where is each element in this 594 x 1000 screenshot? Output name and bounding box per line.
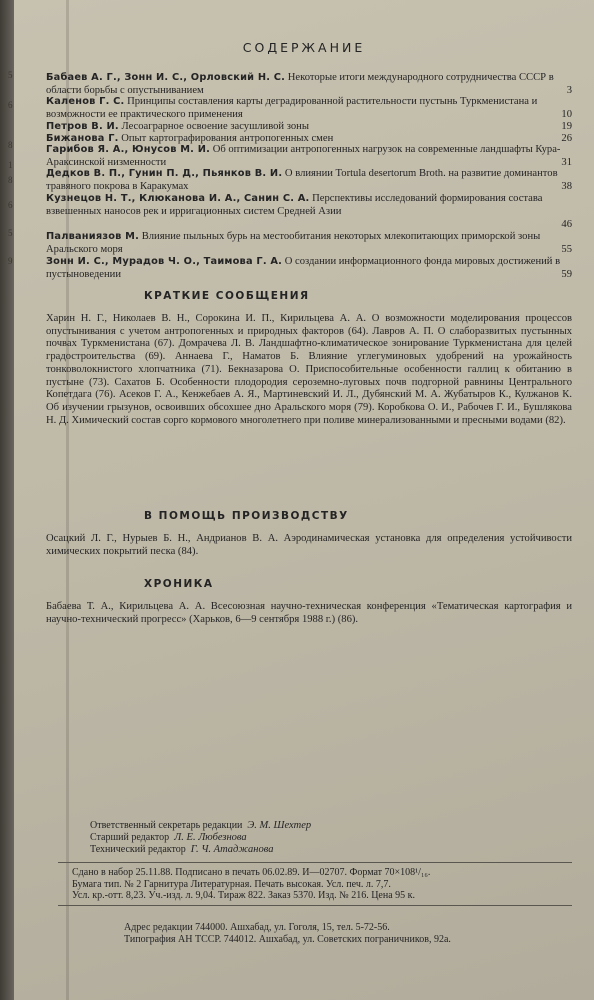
margin-mark: 8 (8, 140, 13, 150)
margin-mark: 6 (8, 100, 13, 110)
address-block (124, 922, 451, 945)
print-details (72, 867, 430, 902)
address-line: Типография АН ТССР. 744012. Ашхабад, ул. Советских пограничников, 92а. (124, 933, 451, 945)
toc-title: О создании информационного фонда мировых достижений в пустыноведении (46, 256, 561, 280)
toc-entry (46, 72, 572, 98)
toc-title: Влияние пыльных бурь на местообитания некоторых млекопитающих приморской зоны Аральского моря (46, 231, 541, 255)
document-page (8, 0, 594, 1000)
toc-entry (46, 193, 572, 232)
toc-entry (46, 96, 572, 122)
margin-mark: 8 (8, 175, 13, 185)
production-help-text: Осацкий Л. Г., Нурыев Б. Н., Андрианов В. А. Аэродинамическая установка для определения устойчивости химических покрытий песка (84). (46, 533, 572, 557)
toc-authors: Кузнецов Н. Т., Клюканова И. А., Санин С. А. (46, 193, 310, 204)
toc-authors: Палваниязов М. (46, 231, 140, 242)
toc-authors: Каленов Г. С. (46, 96, 125, 107)
staff-line: Ответственный секретарь редакции Э. М. Шехтер (90, 820, 312, 831)
margin-mark: 5 (8, 70, 13, 80)
margin-mark: 5 (8, 228, 13, 238)
toc-title: Принципы составления карты деградированной растительности пустынь Туркменистана и возможности ее практического применения (46, 96, 538, 120)
toc-entry (46, 231, 572, 257)
production-help-heading: В ПОМОЩЬ ПРОИЗВОДСТВУ (144, 510, 349, 522)
print-line: Сдано в набор 25.11.88. Подписано в печать 06.02.89. И—02707. Формат 70×108¹/₁₆. (72, 867, 431, 878)
short-reports-heading: КРАТКИЕ СООБЩЕНИЯ (144, 290, 310, 302)
toc-authors: Дедков В. П., Гунин П. Д., Пьянков В. И. (46, 168, 283, 179)
contents-heading: СОДЕРЖАНИЕ (242, 40, 366, 55)
toc-page-number: 26 (561, 133, 572, 145)
toc-entry (46, 256, 572, 282)
toc-authors: Зонн И. С., Мурадов Ч. О., Таимова Г. А. (46, 256, 283, 267)
toc-entry (46, 168, 572, 194)
toc-page-number: 59 (561, 269, 572, 281)
toc-title: Некоторые итоги международного сотрудничества СССР в области борьбы с опустыниванием (46, 72, 554, 96)
toc-authors: Гарибов Я. А., Юнусов М. И. (46, 144, 211, 155)
toc-page-number: 3 (566, 85, 572, 97)
margin-mark: 9 (8, 256, 13, 266)
toc-authors: Бижанова Г. (46, 133, 119, 144)
toc-page-number: 55 (561, 244, 572, 256)
toc-page-number: 46 (561, 219, 572, 231)
toc-title: Опыт картографирования антропогенных смен (121, 133, 334, 144)
chronicle-heading: ХРОНИКА (144, 578, 214, 590)
print-line: Усл. кр.-отт. 8,23. Уч.-изд. л. 9,04. Тираж 822. Заказ 5370. Изд. № 216. Цена 95 к. (72, 890, 416, 901)
divider (58, 905, 572, 906)
toc-page-number: 38 (561, 181, 572, 193)
print-line: Бумага тип. № 2 Гарнитура Литературная. Печать высокая. Усл. печ. л. 7,7. (72, 878, 391, 890)
toc-page-number: 31 (561, 157, 572, 169)
editorial-staff (90, 820, 311, 855)
short-reports-text: Харин Н. Г., Николаев В. Н., Сорокина И. П., Кирильцева А. А. О возможности моделирования процессов опустынивания с учетом антропогенных и природных факторов (64). Лавров А. П. О слаборазвитых пустынных почвах Туркменистана (67). Домрачева Л. В. Ландшафтно-климатическое зонирование Туркменистана для целей градостроительства (69). Аннаева Г., Наматов Б. Влияние углегуминовых удобрений на урожайность тонковолокнистого хлопчатника (71). Бекназарова О. Приспособительные особенности галлиц к обитанию в пустыне (73). Сахатов Б. Особенности плодородия сероземно-луговых почв подгорной равнины Центрального Копетдага (76). Асеков Г. А., Кенжебаев А. Я., Мартиневский И. Л., Дубянский М. А. Жубатыров К., Кулжанов К. Об изучении грызунов, освоивших обсохшее дно Аральского моря (79). Коробкова О. И., Рабочев Г. И., Бушлякова Н. Д. Химический состав сорго кормового многолетнего при поливе минерализованными и пресными водами (82). (46, 313, 572, 426)
toc-authors: Бабаев А. Г., Зонн И. С., Орловский Н. С. (46, 72, 286, 83)
toc-entry (46, 144, 572, 170)
margin-mark: 6 (8, 200, 13, 210)
address-line: Адрес редакции 744000. Ашхабад, ул. Гоголя, 15, тел. 5-72-56. (124, 922, 390, 933)
staff-line: Старший редактор Л. Е. Любезнова (90, 831, 247, 843)
toc-title: Об оптимизации антропогенных нагрузок на современные ландшафты Кура-Араксинской низменности (46, 144, 561, 168)
margin-mark: 1 (8, 160, 13, 170)
toc-authors: Петров В. И. (46, 121, 119, 132)
toc-title: Лесоаграрное освоение засушливой зоны (121, 121, 309, 132)
chronicle-text: Бабаева Т. А., Кирильцева А. А. Всесоюзная научно-техническая конференция «Тематическая картография и научно-технический прогресс» (Харьков, 6—9 сентября 1988 г.) (86). (46, 601, 572, 625)
staff-line: Технический редактор Г. Ч. Атаджанова (90, 843, 274, 855)
toc-page-number: 19 (561, 121, 572, 133)
toc-title: О влиянии Tortula desertorum Broth. на развитие доминантов травяного покрова в Каракумах (46, 168, 558, 192)
divider (58, 862, 572, 863)
toc-title: Перспективы исследований формирования состава взвешенных наносов рек и ирригационных систем Средней Азии (46, 193, 543, 217)
toc-page-number: 10 (561, 109, 572, 121)
